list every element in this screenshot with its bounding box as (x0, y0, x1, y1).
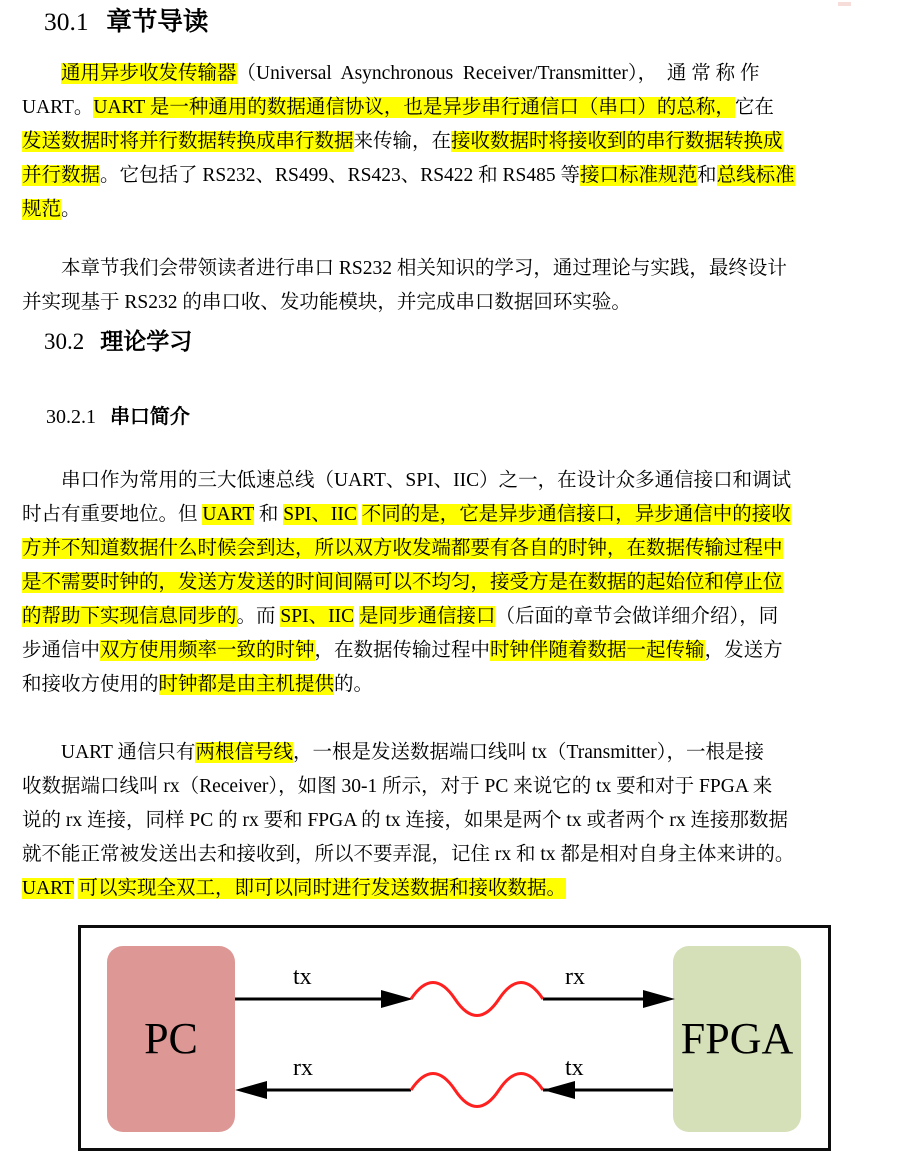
text-line (22, 566, 783, 600)
text-line (22, 91, 774, 125)
figure-30-1-svg (81, 928, 828, 1148)
text-line (22, 634, 783, 668)
text-run: 和接收方使用的 (22, 674, 159, 695)
text-line (22, 600, 778, 634)
heading-30-2-title: 理论学习 (100, 329, 193, 355)
figure-top-rx-label: rx (565, 964, 585, 990)
figure-fpga-label: FPGA (680, 1014, 794, 1063)
heading-30-1-title: 章节导读 (106, 7, 209, 37)
text-run: 来传输，在 (353, 131, 452, 152)
text-run: （Universal Asynchronous Receiver/Transmitter）， 通 常 称 作 (236, 63, 760, 84)
text-run: 收数据端口线叫 rx（Receiver），如图 30-1 所示，对于 PC 来说它的 tx 要和对于 FPGA 来 (22, 776, 773, 797)
highlighted-text: 发送数据时将并行数据转换成串行数据 (22, 131, 354, 152)
figure-pc-label: PC (144, 1014, 198, 1063)
figure-bottom-arrowhead-left (235, 1081, 267, 1099)
highlighted-text: 双方使用频率一致的时钟 (100, 640, 315, 661)
text-line (22, 57, 760, 91)
heading-section-30-2-1 (46, 404, 190, 430)
text-line (22, 668, 373, 702)
highlighted-text: 规范 (22, 199, 62, 220)
heading-section-30-2 (44, 328, 192, 357)
text-line (22, 125, 783, 159)
figure-bottom-link (235, 1055, 673, 1107)
text-line (22, 464, 791, 498)
text-run: ，在数据传输过程中 (314, 640, 491, 661)
highlighted-text: 并行数据 (22, 165, 101, 186)
text-line (22, 286, 631, 320)
highlighted-text: 是不需要时钟的，发送方发送的时间间隔可以不均匀，接受方是在数据的起始位和停止位 (22, 572, 783, 593)
text-run (22, 63, 61, 84)
highlighted-text: 通用异步收发传输器 (61, 63, 237, 84)
text-run: UART 通信只有 (22, 742, 196, 763)
text-line (22, 159, 795, 193)
text-run: 和 (697, 165, 717, 186)
text-line (22, 252, 787, 286)
text-run: 就不能正常被发送出去和接收到，所以不要弄混，记住 rx 和 tx 都是相对自身主体来讲的。 (22, 844, 795, 865)
heading-30-2-number: 30.2 (44, 329, 85, 354)
text-run: 说的 rx 连接，同样 PC 的 rx 要和 FPGA 的 tx 连接，如果是两个 tx 或者两个 rx 连接那数据 (22, 810, 788, 831)
highlighted-text: 时钟伴随着数据一起传输 (490, 640, 705, 661)
highlighted-text: 接收数据时将接收到的串行数据转换成 (451, 131, 783, 152)
text-run: 本章节我们会带领读者进行串口 RS232 相关知识的学习，通过理论与实践，最终设计 (22, 258, 787, 279)
text-run: 。 (61, 199, 81, 220)
highlighted-text: SPI、IIC (283, 504, 357, 525)
text-run: 它在 (734, 97, 774, 118)
text-run: 。而 (236, 606, 281, 627)
figure-30-1-uart-connection (78, 925, 831, 1151)
heading-section-30-1 (44, 6, 208, 39)
text-line (22, 770, 772, 804)
highlighted-text: 不同的是，它是异步通信接口，异步通信中的接收 (361, 504, 791, 525)
highlighted-text: UART (202, 504, 254, 525)
highlighted-text: 时钟都是由主机提供 (158, 674, 335, 695)
text-run: 步通信中 (22, 640, 101, 661)
text-run: ，发送方 (704, 640, 783, 661)
text-run: 并实现基于 RS232 的串口收、发功能模块，并完成串口数据回环实验。 (22, 292, 631, 313)
text-run: ，一根是发送数据端口线叫 tx（Transmitter），一根是接 (292, 742, 765, 763)
highlighted-text: 接口标准规范 (580, 165, 698, 186)
text-line (22, 498, 791, 532)
text-run: 的。 (334, 674, 374, 695)
text-line (22, 736, 764, 770)
scan-artifact-mark (838, 2, 851, 6)
figure-top-tx-label: tx (293, 964, 312, 990)
highlighted-text: 两根信号线 (195, 742, 293, 763)
heading-30-2-1-number: 30.2.1 (46, 406, 96, 428)
heading-30-1-number: 30.1 (44, 7, 89, 36)
text-line (22, 532, 783, 566)
highlighted-text: UART (22, 878, 74, 899)
highlighted-text: 的帮助下实现信息同步的 (22, 606, 237, 627)
highlighted-text: 可以实现全双工，即可以同时进行发送数据和接收数据。 (78, 878, 566, 899)
figure-bottom-tx-label: tx (565, 1055, 584, 1081)
figure-top-wave (411, 983, 543, 1016)
text-run: 和 (253, 504, 284, 525)
figure-bottom-rx-label: rx (293, 1055, 313, 1081)
figure-top-arrowhead-right (643, 990, 675, 1008)
figure-top-link (235, 964, 675, 1016)
figure-top-arrowhead-left (381, 990, 413, 1008)
figure-bottom-arrowhead-right (543, 1081, 575, 1099)
text-line (22, 193, 81, 227)
text-line (22, 838, 794, 872)
text-run: UART。 (22, 97, 94, 118)
figure-bottom-wave (411, 1074, 543, 1107)
highlighted-text: 是同步通信接口 (358, 606, 496, 627)
highlighted-text: SPI、IIC (280, 606, 355, 627)
highlighted-text: UART 是一种通用的数据通信协议，也是异步串行通信口（串口）的总称， (93, 97, 735, 118)
text-run: （后面的章节会做详细介绍），同 (495, 606, 779, 627)
highlighted-text: 总线标准 (716, 165, 795, 186)
text-run: 时占有重要地位。但 (22, 504, 203, 525)
text-run: 。它包括了 RS232、RS499、RS423、RS422 和 RS485 等 (100, 165, 581, 186)
text-line (22, 804, 788, 838)
text-run: 串口作为常用的三大低速总线（UART、SPI、IIC）之一，在设计众多通信接口和调试 (22, 470, 792, 491)
heading-30-2-1-title: 串口简介 (109, 404, 190, 428)
highlighted-text: 方并不知道数据什么时候会到达，所以双方收发端都要有各自的时钟，在数据传输过程中 (22, 538, 783, 559)
text-line (22, 872, 566, 906)
